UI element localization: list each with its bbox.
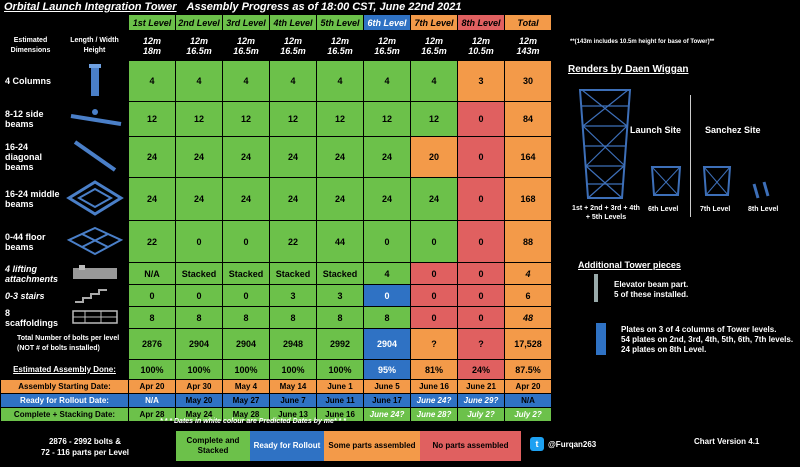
date-cell: May 20 [176,394,223,408]
table-cell: 4 [270,61,317,102]
tower-height-note: **(143m includes 10.5m height for base of Tower)** [570,39,715,45]
date-cell: Apr 20 [129,380,176,394]
table-cell: 6 [505,285,552,307]
title-bar [4,1,462,15]
launch-site-label: Launch Site [630,125,682,135]
table-cell: 12 [317,102,364,137]
table-cell: N/A [129,263,176,285]
table-row [1,285,552,307]
table-cell: 4 [364,61,411,102]
table-cell: Stacked [317,263,364,285]
dim-cell: 12m 16.5m [317,31,364,61]
dim-cell: 12m 16.5m [223,31,270,61]
date-cell: May 24 [176,408,223,422]
table-cell: 2948 [270,329,317,360]
level-7-render [700,165,734,199]
bolts-label: Total Number of bolts per level (NOT # of bolts installed) [1,329,129,360]
table-row [1,329,552,360]
dim-cell: 12m 143m [505,31,552,61]
table-cell: 2904 [176,329,223,360]
table-cell: 87.5% [505,360,552,380]
table-cell: 0 [223,221,270,263]
table-cell: 24 [270,178,317,221]
date-cell: June 29? [458,394,505,408]
table-cell: 0 [364,285,411,307]
date-cell: N/A [129,394,176,408]
table-cell: 8 [129,307,176,329]
assembly-done-label: Estimated Assembly Done: [1,360,129,380]
table-row [1,221,552,263]
elevator-beam-icon [591,273,601,303]
table-cell: 17,528 [505,329,552,360]
table-cell: Stacked [270,263,317,285]
table-cell: 22 [129,221,176,263]
header-row [1,15,552,31]
date-cell: July 2? [458,408,505,422]
table-cell: 3 [270,285,317,307]
middle-beam-icon [61,178,129,221]
table-cell: 0 [364,221,411,263]
table-row [1,102,552,137]
row-label: 0-3 stairs [1,285,61,307]
predicted-dates-footnote: * * * Dates in white colour are Predicted Dates by me* * * [160,418,346,425]
table-cell: 0 [129,285,176,307]
table-cell: 24 [411,178,458,221]
table-cell: 0 [411,263,458,285]
legend-some: Some parts assembled [324,431,420,461]
complete-stacking-label: Complete + Stacking Date: [1,408,129,422]
table-cell: 24 [364,137,411,178]
table-cell: 100% [223,360,270,380]
dimensions-label: Estimated Dimensions [1,31,61,61]
table-cell: 100% [270,360,317,380]
table-cell: 81% [411,360,458,380]
table-cell: 24% [458,360,505,380]
row-label: 16-24 diagonal beams [1,137,61,178]
table-cell: 100% [176,360,223,380]
ready-rollout-row [1,394,552,408]
plate-icon [594,322,608,356]
table-cell: 168 [505,178,552,221]
table-cell: ? [411,329,458,360]
renders-title: Renders by Daen Wiggan [568,64,689,75]
table-cell: 24 [317,178,364,221]
level-7-label: 7th Level [700,206,731,213]
column-part-icon [61,61,129,102]
table-row [1,137,552,178]
side-beam-icon [61,102,129,137]
date-cell: June 16 [317,408,364,422]
table-cell: 0 [458,221,505,263]
date-cell: June 17 [364,394,411,408]
table-cell: 0 [411,285,458,307]
table-cell: 12 [176,102,223,137]
table-cell: 22 [270,221,317,263]
level-8-render [750,180,776,200]
assembly-start-row [1,380,552,394]
table-cell: 4 [317,61,364,102]
table-row [1,178,552,221]
table-cell: 44 [317,221,364,263]
table-cell: 0 [411,221,458,263]
table-cell: 4 [505,263,552,285]
dim-cell: 12m 16.5m [364,31,411,61]
date-cell: June 21 [458,380,505,394]
table-cell: 24 [364,178,411,221]
table-cell: 0 [411,307,458,329]
table-cell: 8 [223,307,270,329]
table-cell: 0 [176,221,223,263]
twitter-icon: t [530,437,544,451]
table-cell: 100% [129,360,176,380]
table-cell: 24 [176,137,223,178]
elevator-text: Elevator beam part. 5 of these installed. [614,280,689,299]
table-cell: 4 [364,263,411,285]
table-cell: 3 [317,285,364,307]
table-cell: 24 [129,178,176,221]
dim-cell: 12m 10.5m [458,31,505,61]
table-cell: 2992 [317,329,364,360]
date-cell: June 24? [411,394,458,408]
date-cell: May 28 [223,408,270,422]
date-cell: June 1 [317,380,364,394]
date-cell: May 27 [223,394,270,408]
dim-cell: 12m 16.5m [176,31,223,61]
row-label: 4 lifting attachments [1,263,61,285]
legend-ready: Ready for Rollout [250,431,324,461]
table-cell: 12 [129,102,176,137]
table-cell: 12 [270,102,317,137]
table-cell: 8 [317,307,364,329]
date-cell: May 4 [223,380,270,394]
table-cell: 84 [505,102,552,137]
table-cell: 24 [317,137,364,178]
table-cell: 12 [364,102,411,137]
table-cell: 4 [176,61,223,102]
assembly-done-row [1,360,552,380]
floor-beam-icon [61,221,129,263]
date-cell: June 7 [270,394,317,408]
header-level: 6th Level [364,15,411,31]
table-row [1,61,552,102]
bolts-summary: 2876 - 2992 bolts & 72 - 116 parts per Level [40,437,130,457]
legend-complete: Complete and Stacked [176,431,250,461]
table-cell: 0 [176,285,223,307]
date-cell: June 5 [364,380,411,394]
table-cell: 0 [458,307,505,329]
table-row [1,307,552,329]
table-cell: 2904 [364,329,411,360]
header-level: 8th Level [458,15,505,31]
chart-subtitle: Assembly Progress as of 18:00 CST, June 22nd 2021 [186,1,462,13]
dim-cell: 12m 16.5m [270,31,317,61]
twitter-handle[interactable] [530,437,596,451]
twitter-text: @Furqan263 [548,439,597,449]
dim-cell: 12m 18m [129,31,176,61]
table-cell: Stacked [176,263,223,285]
table-cell: 20 [411,137,458,178]
table-cell: 24 [270,137,317,178]
chart-version: Chart Version 4.1 [694,437,760,446]
date-cell: June 13 [270,408,317,422]
dimensions-row [1,31,552,61]
table-cell: 2904 [223,329,270,360]
sanchez-site-label: Sanchez Site [705,125,761,135]
dimensions-lw-label: Length / Width Height [61,31,129,61]
date-cell: Apr 20 [505,380,552,394]
table-cell: 0 [458,102,505,137]
table-cell: 24 [223,178,270,221]
table-cell: 12 [223,102,270,137]
dim-cell: 12m 16.5m [411,31,458,61]
plates-text: Plates on 3 of 4 columns of Tower levels. 54 plates on 2nd, 3rd, 4th, 5th, 6th, 7th levels. 24 plates on 8th Level. [621,325,794,354]
table-cell: 12 [411,102,458,137]
date-cell: June 11 [317,394,364,408]
table-cell: 24 [176,178,223,221]
table-cell: 2876 [129,329,176,360]
table-cell: 0 [458,137,505,178]
table-cell: 24 [129,137,176,178]
header-level: 4th Level [270,15,317,31]
header-level: 2nd Level [176,15,223,31]
table-cell: 48 [505,307,552,329]
level-8-label: 8th Level [748,206,779,213]
stairs-icon [61,285,129,307]
row-label: 8 scaffoldings [1,307,61,329]
level-6-label: 6th Level [648,206,679,213]
table-cell: 88 [505,221,552,263]
table-cell: 164 [505,137,552,178]
scaffolding-icon [61,307,129,329]
divider-line [690,95,691,217]
table-cell: 3 [458,61,505,102]
row-label: 8-12 side beams [1,102,61,137]
table-cell: 8 [270,307,317,329]
date-cell: June 24? [364,408,411,422]
table-cell: 8 [364,307,411,329]
table-cell: 0 [458,263,505,285]
assembly-start-label: Assembly Starting Date: [1,380,129,394]
header-total: Total [505,15,552,31]
row-label: 16-24 middle beams [1,178,61,221]
table-cell: 95% [364,360,411,380]
date-cell: July 2? [505,408,552,422]
chart-title: Orbital Launch Integration Tower [4,1,177,13]
level-6-render [648,165,684,199]
table-cell: 4 [129,61,176,102]
additional-pieces-title: Additional Tower pieces [578,260,681,270]
table-cell: 4 [223,61,270,102]
header-level: 1st Level [129,15,176,31]
header-level: 3rd Level [223,15,270,31]
header-level: 7th Level [411,15,458,31]
table-cell: ? [458,329,505,360]
table-cell: Stacked [223,263,270,285]
levels-1-5-label: 1st + 2nd + 3rd + 4th + 5th Levels [572,205,640,221]
lifting-attachment-icon [61,263,129,285]
legend-none: No parts assembled [420,431,521,461]
date-cell: Apr 30 [176,380,223,394]
table-row [1,263,552,285]
table-cell: 8 [176,307,223,329]
date-cell: June 28? [411,408,458,422]
date-cell: Apr 28 [129,408,176,422]
diagonal-beam-icon [61,137,129,178]
table-cell: 4 [411,61,458,102]
date-cell: May 14 [270,380,317,394]
date-cell: June 16 [411,380,458,394]
row-label: 0-44 floor beams [1,221,61,263]
table-cell: 0 [223,285,270,307]
table-cell: 24 [223,137,270,178]
header-level: 5th Level [317,15,364,31]
row-label: 4 Columns [1,61,61,102]
ready-rollout-label: Ready for Rollout Date: [1,394,129,408]
date-cell: N/A [505,394,552,408]
table-cell: 0 [458,178,505,221]
tower-render-image [570,86,640,204]
table-cell: 0 [458,285,505,307]
table-cell: 100% [317,360,364,380]
table-cell: 30 [505,61,552,102]
progress-table [0,14,552,422]
